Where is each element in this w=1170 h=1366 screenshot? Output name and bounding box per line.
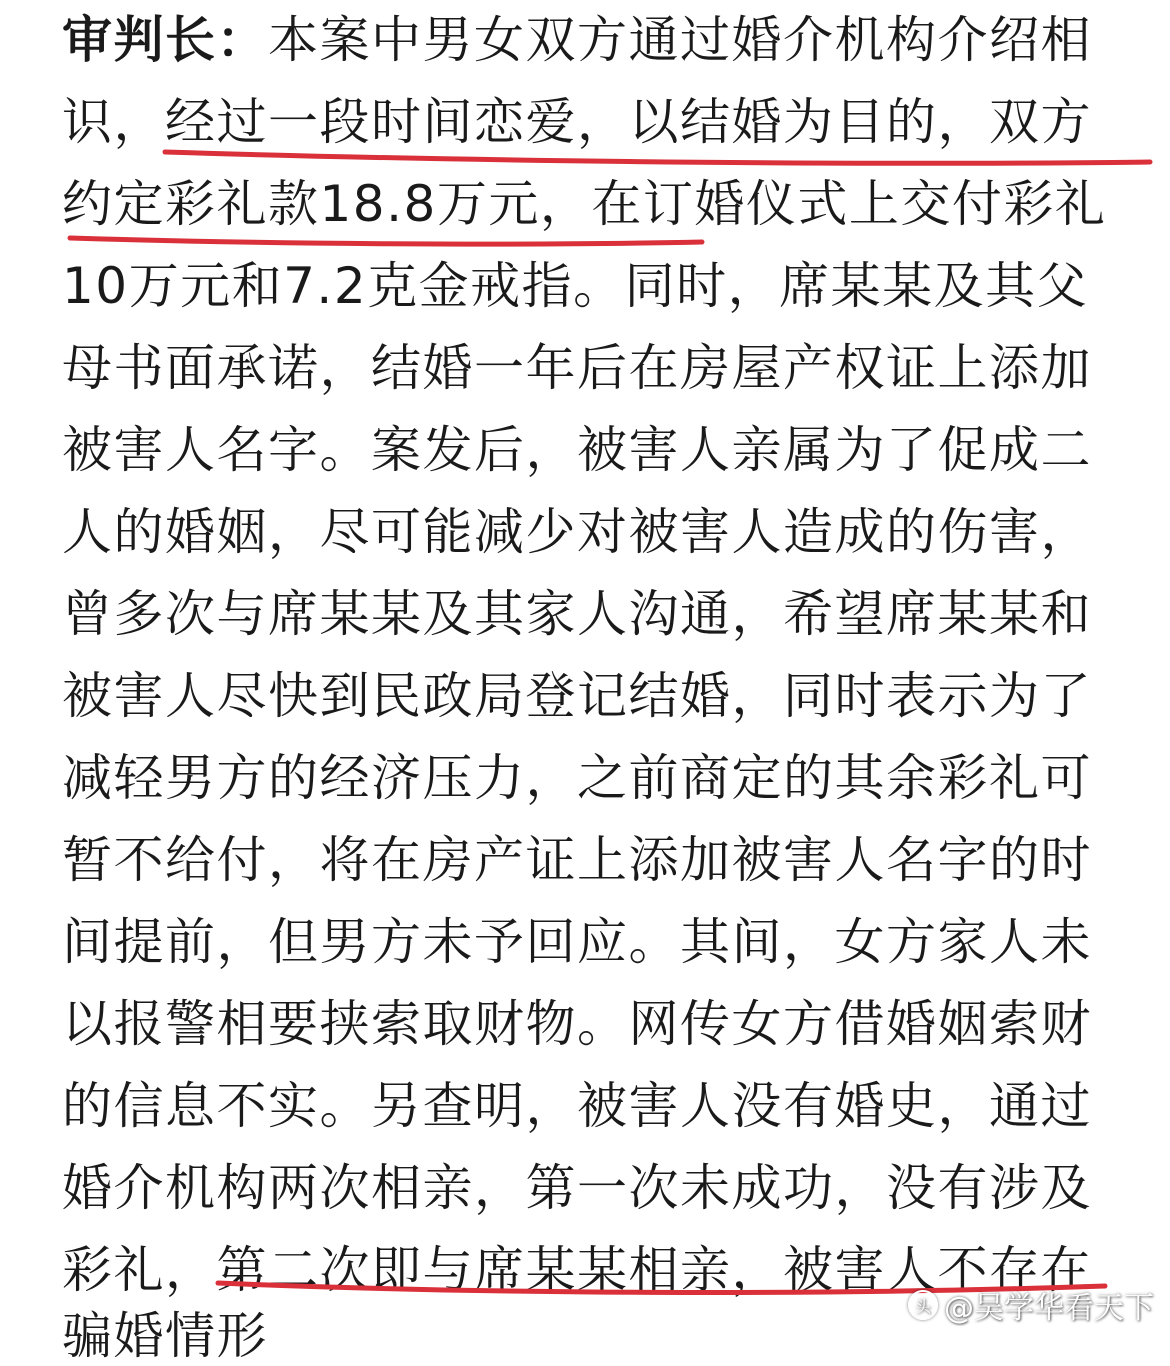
text-line-16: 彩礼，第二次即与席某某相亲，被害人不存在 [62,1241,1092,1299]
text-line-8: 曾多次与席某某及其家人沟通，希望席某某和 [62,585,1092,643]
text-line-7: 人的婚姻，尽可能减少对被害人造成的伤害， [62,503,1092,561]
toutiao-logo-icon: 头 [908,1290,938,1320]
text-line-15: 婚介机构两次相亲，第一次未成功，没有涉及 [62,1159,1092,1217]
speaker-label: 审判长： [62,11,268,69]
text-line-5: 母书面承诺，结婚一年后在房屋产权证上添加 [62,339,1092,397]
watermark-text: @吴学华看天下 [944,1291,1154,1326]
text-line-6: 被害人名字。案发后，被害人亲属为了促成二 [62,421,1092,479]
text-line-3: 约定彩礼款18.8万元，在订婚仪式上交付彩礼 [62,175,1107,233]
text-line-11: 暂不给付，将在房产证上添加被害人名字的时 [62,831,1092,889]
text-line-17: 骗婚情形 [62,1307,268,1365]
text-line-2: 识，经过一段时间恋爱，以结婚为目的，双方 [62,93,1092,151]
line-text: 本案中男女双方通过婚介机构介绍相 [268,11,1092,69]
text-line-4: 10万元和7.2克金戒指。同时，席某某及其父 [62,257,1089,315]
text-line-10: 减轻男方的经济压力，之前商定的其余彩礼可 [62,749,1092,807]
text-line-14: 的信息不实。另查明，被害人没有婚史，通过 [62,1077,1092,1135]
watermark [908,1283,1154,1327]
text-line-12: 间提前，但男方未予回应。其间，女方家人未 [62,913,1092,971]
text-line-13: 以报警相要挟索取财物。网传女方借婚姻索财 [62,995,1092,1053]
text-line-1 [62,10,1122,70]
text-line-9: 被害人尽快到民政局登记结婚，同时表示为了 [62,667,1092,725]
